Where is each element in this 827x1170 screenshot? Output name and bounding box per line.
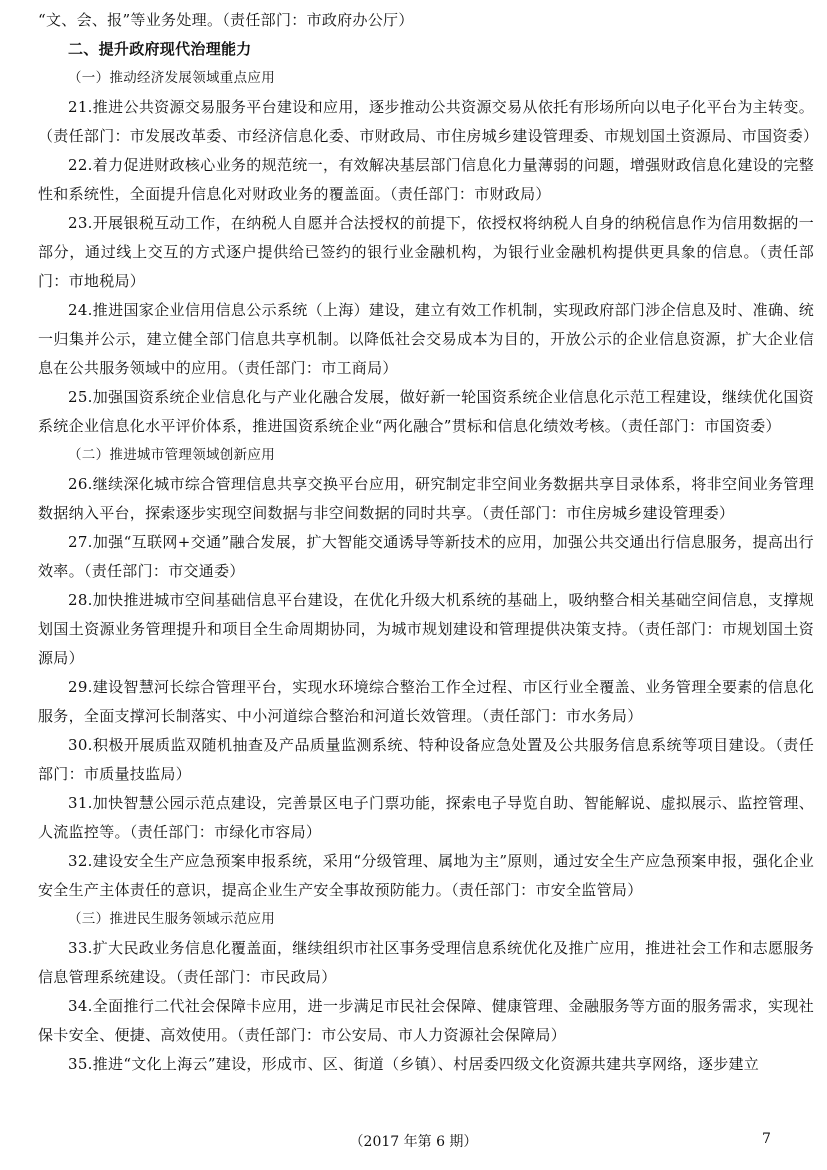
section-heading: 二、提升政府现代治理能力 <box>68 40 252 58</box>
list-item: 33.扩大民政业务信息化覆盖面，继续组织市社区事务受理信息系统优化及推广应用，推进社会工作和志愿服务信息管理系统建设。（责任部门：市民政局） <box>38 939 814 986</box>
list-item: 30.积极开展质监双随机抽查及产品质量监测系统、特种设备应急处置及公共服务信息系统等项目建设。（责任部门：市质量技监局） <box>38 736 814 783</box>
list-item: 32.建设安全生产应急预案申报系统，采用“分级管理、属地为主”原则，通过安全生产应急预案申报，强化企业安全生产主体责任的意识，提高企业生产安全事故预防能力。（责任部门：市安全监管局） <box>38 852 814 899</box>
issue-label: （2017 年第 6 期） <box>349 1134 478 1150</box>
body-text <box>38 6 819 1079</box>
list-item: 21.推进公共资源交易服务平台建设和应用，逐步推动公共资源交易从依托有形场所向以电子化平台为主转变。（责任部门：市发展改革委、市经济信息化委、市财政局、市住房城乡建设管理委、市规划国土资源局、市国资委） <box>38 98 819 145</box>
list-item: 22.着力促进财政核心业务的规范统一，有效解决基层部门信息化力量薄弱的问题，增强财政信息化建设的完整性和系统性，全面提升信息化对财政业务的覆盖面。（责任部门：市财政局） <box>38 156 814 203</box>
list-item: 24.推进国家企业信用信息公示系统（上海）建设，建立有效工作机制，实现政府部门涉企信息及时、准确、统一归集并公示，建立健全部门信息共享机制。以降低社会交易成本为目的，开放公示的企业信息资源，扩大企业信息在公共服务领域中的应用。（责任部门：市工商局） <box>38 301 814 377</box>
page-number: 7 <box>762 1131 771 1147</box>
subsection-heading: （二）推进城市管理领域创新应用 <box>68 447 275 463</box>
subsection-heading: （三）推进民生服务领域示范应用 <box>68 911 275 927</box>
list-item: 25.加强国资系统企业信息化与产业化融合发展，做好新一轮国资系统企业信息化示范工程建设，继续优化国资系统企业信息化水平评价体系，推进国资系统企业“两化融合”贯标和信息化绩效考核。（责任部门：市国资委） <box>38 388 814 435</box>
list-item: 26.继续深化城市综合管理信息共享交换平台应用，研究制定非空间业务数据共享目录体系，将非空间业务管理数据纳入平台，探索逐步实现空间数据与非空间数据的同时共享。（责任部门：市住房城乡建设管理委） <box>38 475 814 522</box>
list-item: 23.开展银税互动工作，在纳税人自愿并合法授权的前提下，依授权将纳税人自身的纳税信息作为信用数据的一部分，通过线上交互的方式逐户提供给已签约的银行业金融机构，为银行业金融机构提供更具象的信息。（责任部门：市地税局） <box>38 214 814 290</box>
subsection-heading: （一）推动经济发展领域重点应用 <box>68 70 275 86</box>
list-item: 34.全面推行二代社会保障卡应用，进一步满足市民社会保障、健康管理、金融服务等方面的服务需求，实现社保卡安全、便捷、高效使用。（责任部门：市公安局、市人力资源社会保障局） <box>38 997 814 1044</box>
paragraph-continued: “文、会、报”等业务处理。（责任部门：市政府办公厅） <box>38 11 414 29</box>
list-item: 29.建设智慧河长综合管理平台，实现水环境综合整治工作全过程、市区行业全覆盖、业务管理全要素的信息化服务，全面支撑河长制落实、中小河道综合整治和河道长效管理。（责任部门：市水务局） <box>38 678 814 725</box>
list-item: 27.加强“互联网+交通”融合发展，扩大智能交通诱导等新技术的应用，加强公共交通出行信息服务，提高出行效率。（责任部门：市交通委） <box>38 533 814 580</box>
list-item: 28.加快推进城市空间基础信息平台建设，在优化升级大机系统的基础上，吸纳整合相关基础空间信息，支撑规划国土资源业务管理提升和项目全生命周期协同，为城市规划建设和管理提供决策支持。（责任部门：市规划国土资源局） <box>38 591 814 667</box>
list-item: 31.加快智慧公园示范点建设，完善景区电子门票功能，探索电子导览自助、智能解说、虚拟展示、监控管理、人流监控等。（责任部门：市绿化市容局） <box>38 794 814 841</box>
list-item: 35.推进“文化上海云”建设，形成市、区、街道（乡镇）、村居委四级文化资源共建共享网络，逐步建立 <box>68 1055 760 1073</box>
